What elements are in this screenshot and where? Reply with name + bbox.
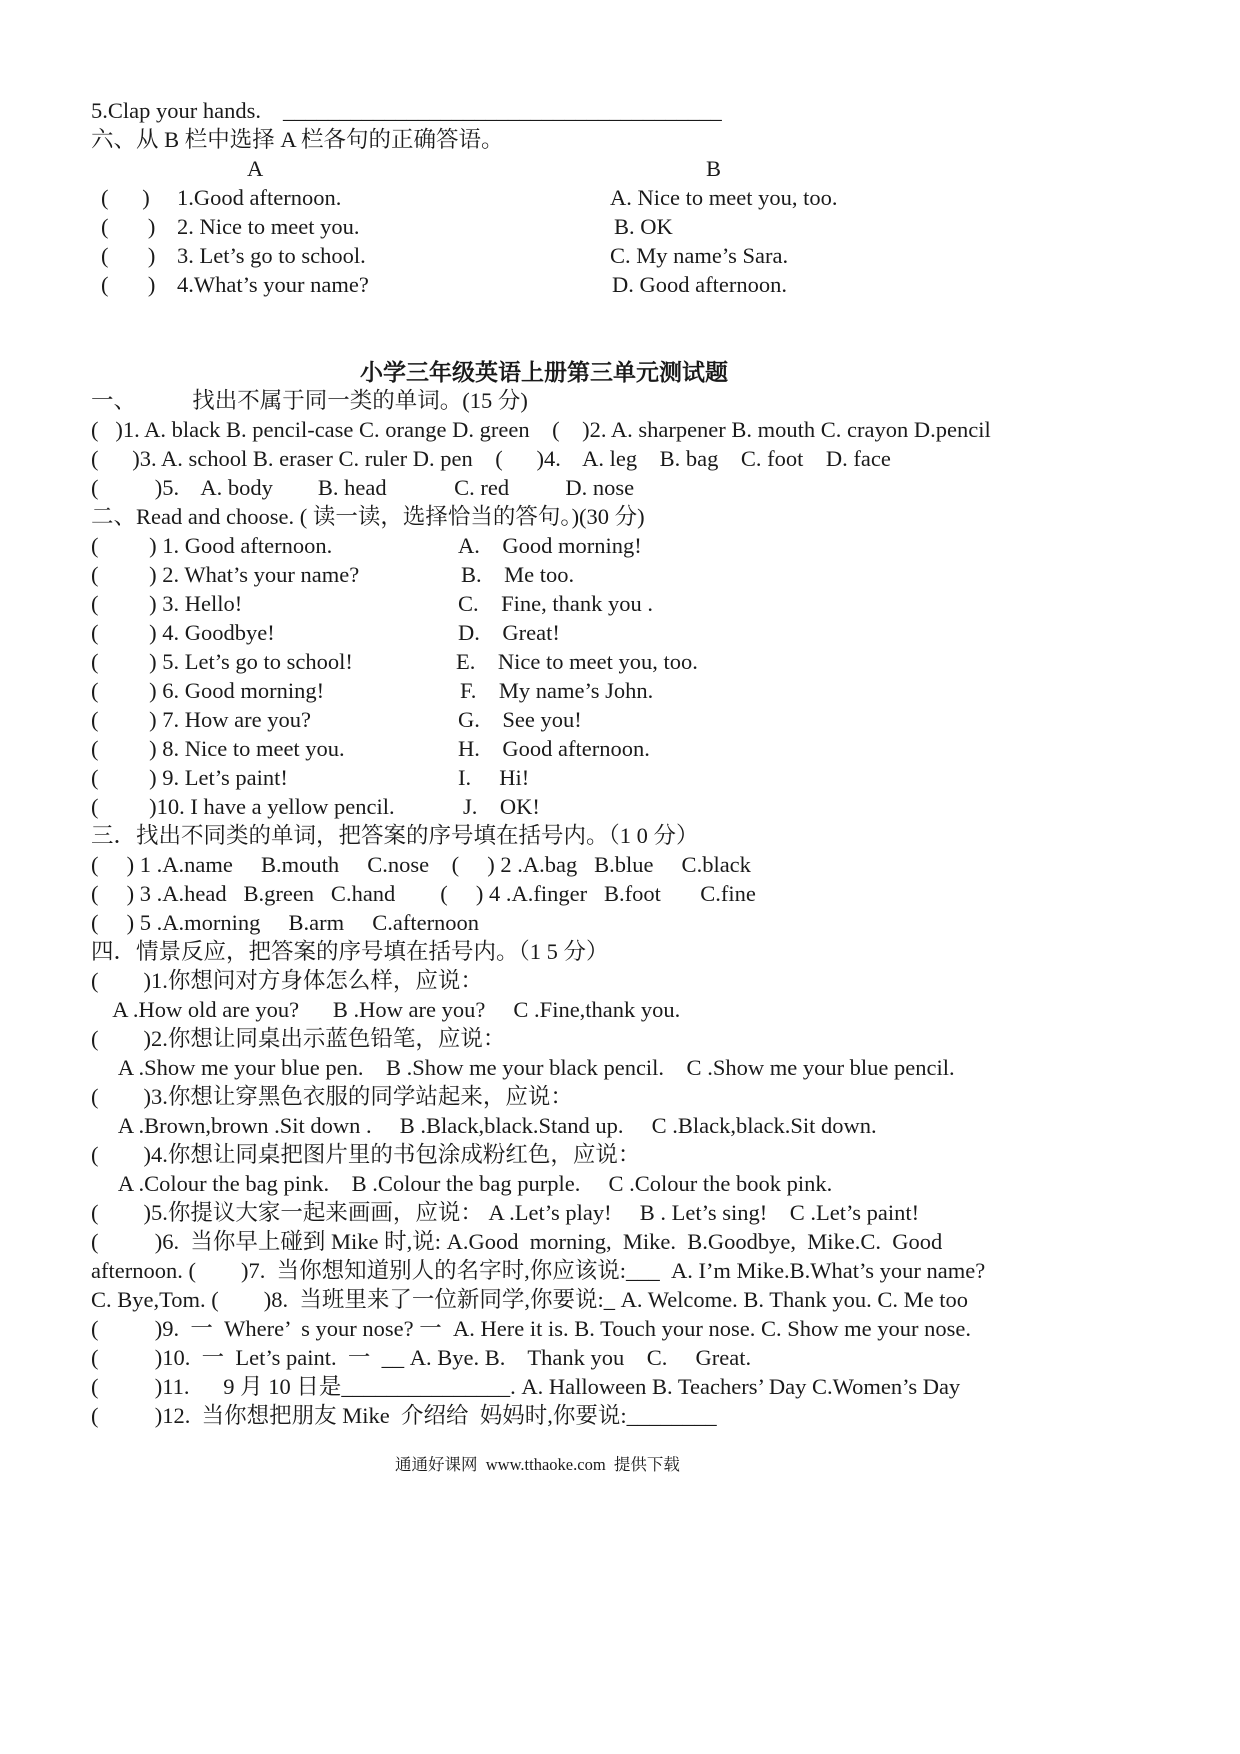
section-2-answer: A. Good morning! (458, 533, 642, 558)
column-a-label: A (247, 156, 264, 181)
section-4-line: A .Show me your blue pen. B .Show me your black pencil. C .Show me your blue pencil. (91, 1055, 955, 1080)
section-2-answer: B. Me too. (461, 562, 575, 587)
section-4-line: ( )9. 一 Where’ s your nose? 一 A. Here it is. B. Touch your nose. C. Show me your nose. (91, 1316, 971, 1341)
section-2-answer: D. Great! (458, 620, 560, 645)
section-1-line: ( )3. A. school B. eraser C. ruler D. pen ( )4. A. leg B. bag C. foot D. face (91, 446, 891, 471)
match-item-a: 3. Let’s go to school. (177, 243, 366, 268)
section-2-answer: G. See you! (458, 707, 582, 732)
section-4-line: ( )5.你提议大家一起来画画，应说： A .Let’s play! B . Let’s sing! C .Let’s paint! (91, 1200, 920, 1225)
section-2-answer: J. OK! (463, 794, 540, 819)
section-4-line: ( )11. 9 月 10 日是_______________. A. Halloween B. Teachers’ Day C.Women’s Day (91, 1374, 961, 1399)
match-item-b: A. Nice to meet you, too. (610, 185, 838, 210)
column-b-label: B (706, 156, 722, 181)
match-item-b: B. OK (614, 214, 673, 239)
section-1-line: ( )5. A. body B. head C. red D. nose (91, 475, 635, 500)
section-4-line: ( )3.你想让穿黑色衣服的同学站起来，应说： (91, 1084, 573, 1109)
match-paren: ( ) (101, 243, 156, 268)
section-4-line: ( )6. 当你早上碰到 Mike 时,说: A.Good morning, Mike. B.Goodbye, Mike.C. Good (91, 1229, 943, 1254)
section-2-question: ( )10. I have a yellow pencil. (91, 794, 395, 819)
section-2-question: ( ) 8. Nice to meet you. (91, 736, 345, 761)
footer-source: 通通好课网 www.tthaoke.com 提供下载 (395, 1455, 680, 1474)
section-4-line: ( )1.你想问对方身体怎么样，应说： (91, 968, 483, 993)
section-2-question: ( ) 3. Hello! (91, 591, 243, 616)
section-4-line: C. Bye,Tom. ( )8. 当班里来了一位新同学,你要说:_ A. Welcome. B. Thank you. C. Me too (91, 1287, 968, 1312)
section-3-line: ( ) 5 .A.morning B.arm C.afternoon (91, 910, 480, 935)
section-2-question: ( ) 1. Good afternoon. (91, 533, 333, 558)
section-4-line: A .How old are you? B .How are you? C .Fine,thank you. (91, 997, 681, 1022)
match-item-b: C. My name’s Sara. (610, 243, 789, 268)
section-2-heading: 二、Read and choose. ( 读一读，选择恰当的答句。)(30 分) (91, 504, 645, 529)
section-2-answer: E. Nice to meet you, too. (456, 649, 698, 674)
section-1-heading: 一、 找出不属于同一类的单词。(15 分) (91, 388, 528, 413)
section-2-question: ( ) 7. How are you? (91, 707, 311, 732)
section-3-line: ( ) 3 .A.head B.green C.hand ( ) 4 .A.finger B.foot C.fine (91, 881, 756, 906)
match-item-a: 2. Nice to meet you. (177, 214, 360, 239)
match-paren: ( ) (101, 214, 156, 239)
match-item-b: D. Good afternoon. (612, 272, 787, 297)
section-2-answer: C. Fine, thank you . (458, 591, 653, 616)
section-2-answer: I. Hi! (458, 765, 530, 790)
match-item-a: 4.What’s your name? (177, 272, 369, 297)
section-4-line: A .Brown,brown .Sit down . B .Black,black.Stand up. C .Black,black.Sit down. (91, 1113, 877, 1138)
section-2-answer: F. My name’s John. (460, 678, 654, 703)
section-2-question: ( ) 4. Goodbye! (91, 620, 275, 645)
section-4-heading: 四．情景反应，把答案的序号填在括号内。（1 5 分） (91, 939, 609, 964)
section-4-line: ( )2.你想让同桌出示蓝色铅笔，应说： (91, 1026, 506, 1051)
section-4-line: afternoon. ( )7. 当你想知道别人的名字时,你应该说:___ A. I’m Mike.B.What’s your name? (91, 1258, 986, 1283)
section-1-line: ( )1. A. black B. pencil-case C. orange D. green ( )2. A. sharpener B. mouth C. crayon D.pencil (91, 417, 991, 442)
section-3-heading: 三．找出不同类的单词，把答案的序号填在括号内。（1 0 分） (91, 823, 699, 848)
match-paren: ( ) (101, 272, 156, 297)
section-3-line: ( ) 1 .A.name B.mouth C.nose ( ) 2 .A.bag B.blue C.black (91, 852, 751, 877)
match-item-a: 1.Good afternoon. (177, 185, 342, 210)
section-6-heading: 六、从 B 栏中选择 A 栏各句的正确答语。 (91, 127, 504, 152)
section-2-question: ( ) 6. Good morning! (91, 678, 325, 703)
section-2-answer: H. Good afternoon. (458, 736, 650, 761)
page-title: 小学三年级英语上册第三单元测试题 (360, 360, 728, 385)
section-4-line: ( )12. 当你想把朋友 Mike 介绍给 妈妈时,你要说:________ (91, 1403, 717, 1428)
section-4-line: ( )10. 一 Let’s paint. 一 __ A. Bye. B. Thank you C. Great. (91, 1345, 752, 1370)
section-4-line: A .Colour the bag pink. B .Colour the bag purple. C .Colour the book pink. (91, 1171, 833, 1196)
section-2-question: ( ) 5. Let’s go to school! (91, 649, 353, 674)
q5-answer-blank: _______________________________________ (283, 98, 722, 123)
section-2-question: ( ) 9. Let’s paint! (91, 765, 288, 790)
section-4-line: ( )4.你想让同桌把图片里的书包涂成粉红色，应说： (91, 1142, 641, 1167)
match-paren: ( ) (101, 185, 150, 210)
section-2-question: ( ) 2. What’s your name? (91, 562, 360, 587)
q5-clap-hands: 5.Clap your hands. (91, 98, 261, 123)
